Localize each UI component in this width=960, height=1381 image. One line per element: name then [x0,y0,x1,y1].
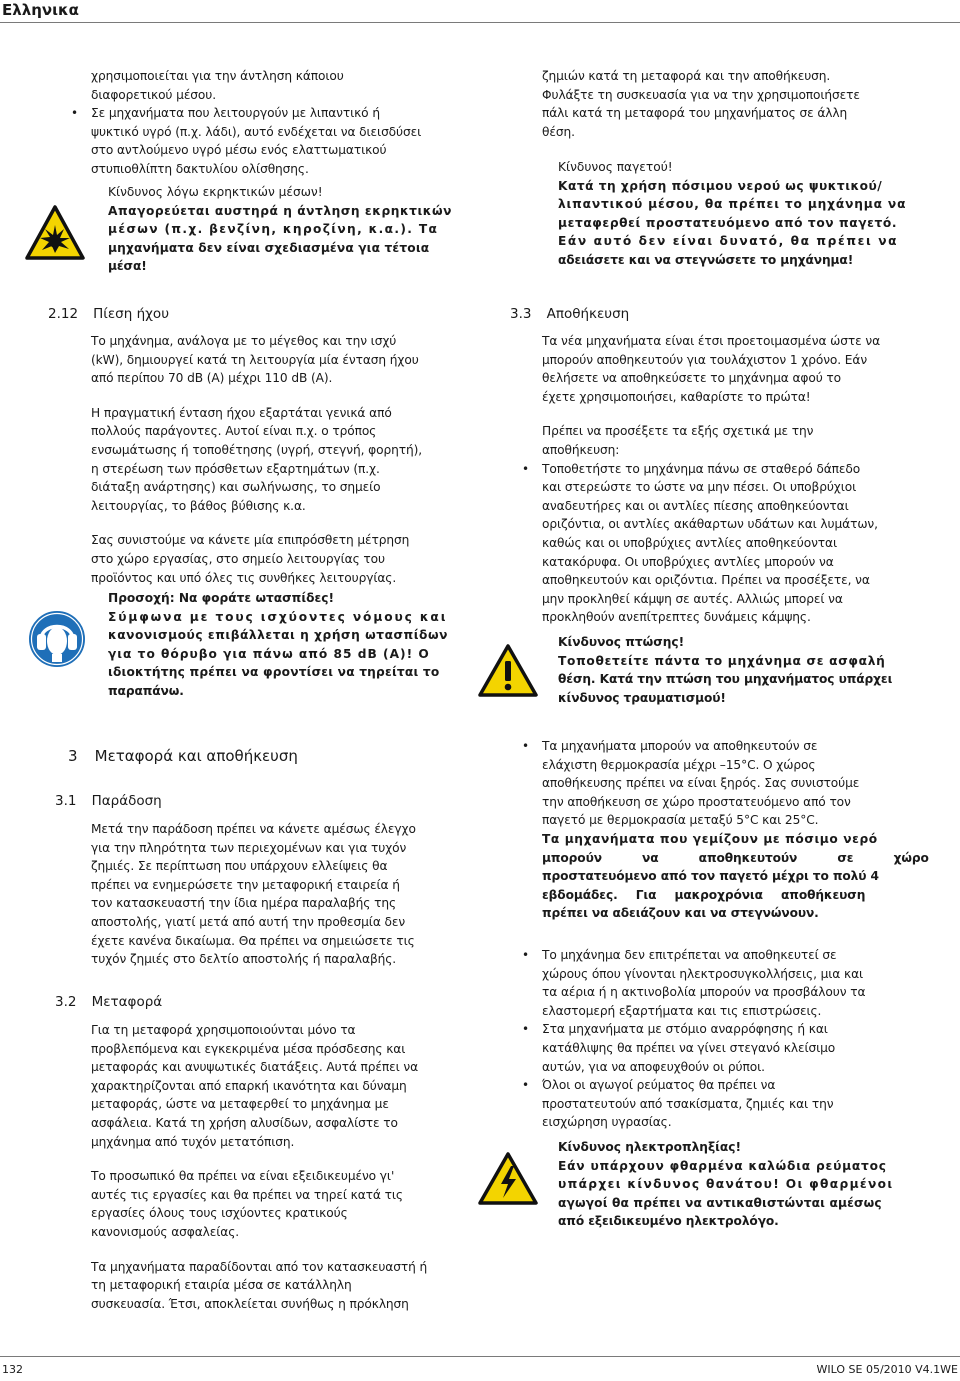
text-line: ελάχιστη θερμοκρασία μέχρι –15°C. Ο χώρος [542,757,816,772]
text-line: οριζόντια, οι αντλίες ακάθαρτων υδάτων και λυμάτων, [542,517,878,532]
chapter-heading-3 [68,746,298,765]
text-line: κατακόρυφα. Οι υποβρύχιες αντλίες μπορούν να [542,554,834,569]
text-line: μεταφοράς και ανυψωτικές διατάξεις. Αυτά πρέπει να [91,1060,419,1075]
section-heading-3-3 [510,303,629,322]
text-line: αυτών, για να αποφευχθούν οι ρύποι. [542,1059,765,1074]
text-line: λειτουργίας, το βάθος βύθισης κ.α. [91,498,306,513]
section-heading-3-2 [55,991,162,1010]
text-line: μπορούν αποθηκευτούν για τουλάχιστον 1 χρόνο. Εάν [542,352,868,367]
text-line: μεταφοράς, ώστε να μεταφερθεί το μηχάνημα με [91,1097,389,1112]
text-line: Πρέπει να προσέξετε τα εξής σχετικά με την [542,424,814,439]
text-line: προστατευτούν από τσακίσματα, ζημιές και την [542,1096,834,1111]
text-line: θέση. [542,124,575,139]
section-body-3-3 [542,332,902,627]
explosive-warning-icon-wrap [25,205,85,261]
text-line: τον κατασκευαστή την ίδια ημέρα παραλαβής της [91,896,397,911]
text-line: μπορούν να αποθηκευτούν σε χώρο [542,850,929,865]
list-item [542,460,902,627]
warning-title: Κίνδυνος πτώσης! [558,635,685,649]
section-body-2-12 [91,332,441,587]
section-body-3-1 [91,820,441,969]
text-line: έχετε χρησιμοποιήσει, καθαρίστε το πρώτα! [542,389,811,404]
bullet-list [542,946,902,1132]
text-line: μεταφερθεί προστατευόμενο από τον παγετό. [558,215,898,230]
section-number: 3.2 [55,994,77,1010]
warning-title: Προσοχή: Να φοράτε ωτασπίδες! [108,591,335,605]
section-number: 2.12 [48,306,79,322]
text-line: προβλεπόμενα και εγκεκριμένα μέσα πρόσδεσης και [91,1041,406,1056]
text-line: • Σε μηχανήματα που λειτουργούν με λιπαντικό ή [91,106,380,121]
list-item [542,1076,902,1132]
section-title: Μεταφορά [91,994,163,1010]
fall-warning [558,633,893,707]
text-line: Το προσωπικό θα πρέπει να είναι εξειδικευμένο γι' [91,1169,395,1184]
text-line: διάταξη ανάρτησης) και σωλήνωσης, το σημείο [91,480,381,495]
text-line: εργασίες όλους τους ισχύοντες κρατικούς [91,1206,348,1221]
text-line: αγωγοί θα πρέπει να αντικαθιστώνται αμέσως [558,1195,882,1210]
text-line: χώρους όπου γίνονται ηλεκτροσυγκολλήσεις, μια και [542,966,864,981]
text-line: στυπιοθλίπτη δακτυλίου ολίσθησης. [91,161,309,176]
text-line: διαφορετικού μέσου. [91,87,217,102]
warning-title: Κίνδυνος παγετού! [558,160,673,174]
text-line: αποθήκευση: [542,442,620,457]
warning-icon-wrap [478,644,538,698]
language-label: Ελληνικα [2,1,79,19]
electric-icon-wrap [478,1152,538,1206]
text-line: • Στα μηχανήματα με στόμιο αναρρόφησης ή και [542,1022,828,1037]
text-line: από περίπου 70 dB (A) μέχρι 110 dB (A). [91,371,333,386]
chapter-title: Μεταφορά και αποθήκευση [94,747,298,765]
section-heading-3-1 [55,790,162,809]
list-item [91,104,441,178]
text-line: για το θόρυβο για πάνω από 85 dB (A)! Ο [108,646,430,661]
text-line: χαρακτηρίζονται από επαρκή ικανότητα και δύναμη [91,1078,407,1093]
text-line: μέσων (π.χ. βενζίνη, κηροζίνη, κ.α.). Τα [108,222,439,237]
text-line: συσκευασία. Έτσι, αποκλείεται συνήθως η πρόκληση [91,1296,409,1311]
text-line: αδειάσετε και να στεγνώσετε το μηχάνημα! [558,252,854,267]
right-top-block [542,67,902,141]
text-line: η στερέωση των πρόσθετων εξαρτημάτων (π.χ. [91,461,380,476]
list-item [542,946,902,1020]
footer-rule [0,1356,960,1357]
text-line: μην προκληθεί κάμψη σε αυτές. Αλλιώς μπορεί να [542,591,843,606]
text-line: και στερεώστε το ώστε να μην πέσει. Οι υποβρύχιοι [542,480,857,495]
left-top-block [91,67,441,179]
ear-protection-warning [108,589,448,701]
section-title: Παράδοση [91,793,162,809]
document-id: WILO SE 05/2010 V4.1WE [816,1363,958,1376]
text-line: • Τα μηχανήματα μπορούν να αποθηκευτούν σε [542,739,818,753]
section-number: 3.3 [510,306,532,322]
text-line: Για τη μεταφορά χρησιμοποιούνται μόνο τα [91,1023,356,1037]
chapter-number: 3 [68,747,78,765]
header-rule [0,22,960,23]
page-number: 132 [2,1363,23,1376]
text-line: Η πραγματική ένταση ήχου εξαρτάται γενικά από [91,405,392,420]
text-line: Τα νέα μηχανήματα είναι έτσι προετοιμασμένα ώστε να [542,334,881,348]
bullet-list [542,737,929,923]
text-line: Κατά τη χρήση πόσιμου νερού ως ψυκτικού/ [558,178,883,193]
text-line: στο αντλούμενο υγρό μέσω ενός ελαττωματικού [91,143,387,158]
text-line: θέση. Κατά την πτώση του μηχανήματος υπάρχει [558,672,893,687]
text-line: αυτές τις εργασίες και θα πρέπει να τηρεί κατά τις [91,1187,403,1202]
text-line: • Το μηχάνημα δεν επιτρέπεται να αποθηκευτεί σε [542,947,837,962]
explosive-warning [108,183,452,276]
text-line: εισχώρηση υγρασίας. [542,1115,672,1130]
text-line: πρέπει να αδειάζουν και να στεγνώνουν. [542,906,819,921]
text-line: παγετό με θερμοκρασία μεταξύ 5°C και 25°C. [542,813,819,828]
text-line: από εξειδικευμένο ηλεκτρολόγο. [558,1214,779,1229]
explosive-hazard-icon [25,205,85,261]
text-line: • Όλοι οι αγωγοί ρεύματος θα πρέπει να [542,1078,776,1093]
text-line: καθώς και οι υποβρύχιες αντλίες αποθηκεύονται [542,535,837,550]
text-line: Τα μηχανήματα που γεμίζουν με πόσιμο νερό [542,831,878,846]
text-line: πρέπει να ενημερώσετε την μεταφορική εταιρεία ή [91,877,400,892]
text-line: ενσωμάτωσης ή τοποθέτησης (υγρή, στεγνή, φορητή), [91,442,423,457]
text-line: κίνδυνος τραυματισμού! [558,690,726,705]
text-line: εβδομάδες. Για μακροχρόνια αποθήκευση [542,887,866,902]
text-line: ψυκτικό υγρό (π.χ. λάδι), αυτό ενδέχεται να διεισδύσει [91,124,422,139]
text-line: ζημιών κατά τη μεταφορά και την αποθήκευση. [542,69,831,83]
text-line: πολλούς παράγοντες. Αυτοί είναι π.χ. ο τρόπος [91,424,377,439]
ear-protection-icon [28,610,86,668]
text-line: προκληθούν ανεπίτρεπτες δυνάμεις κάμψης. [542,610,811,625]
bullet-list [542,460,902,627]
text-line: λιπαντικού μέσου, θα πρέπει το μηχάνημα να [558,197,907,212]
text-line: αποστολής, γιατί μετά από αυτή την προθεσμία δεν [91,914,406,929]
text-line: αποθηκευτούν και οριζόντια. Πρέπει να προσέξετε, να [542,573,870,588]
list-item [542,1020,902,1076]
text-line: την αποθήκευση σε χώρο προστατευόμενο από τον [542,794,851,809]
text-line: υπάρχει κίνδυνος θανάτου! Οι φθαρμένοι [558,1177,894,1192]
text-line: μηχάνημα από τυχόν μετατόπιση. [91,1134,295,1149]
text-line: τα αέρια ή η ακτινοβολία μπορούν να προσβάλουν τα [542,985,866,1000]
text-line: Σας συνιστούμε να κάνετε μία επιπρόσθετη μέτρηση [91,533,410,548]
text-line: μηχανήματα δεν είναι σχεδιασμένα για τέτοια [108,240,430,255]
text-line: παραπάνω. [108,683,184,698]
text-line: κατάθλιψης θα πρέπει να γίνει στεγανό κλείσιμο [542,1040,836,1055]
warning-title: Κίνδυνος ηλεκτροπληξίας! [558,1140,742,1154]
text-line: Το μηχάνημα, ανάλογα με το μέγεθος και την ισχύ [91,334,397,348]
list-item [542,737,929,923]
text-line: Εάν υπάρχουν φθαρμένα καλώδια ρεύματος [558,1158,887,1173]
section-title: Πίεση ήχου [93,306,170,322]
text-line: Εάν αυτό δεν είναι δυνατό, θα πρέπει να [558,234,899,249]
text-line: Φυλάξτε τη συσκευασία για να την χρησιμοποιήσετε [542,87,860,102]
text-line: αναδευτήρες και οι αντλίες πίεσης αποθηκεύονται [542,498,849,513]
general-warning-icon [478,644,538,698]
frost-warning [558,158,907,270]
text-line: (kW), δημιουργεί κατά τη λειτουργία μία ένταση ήχου [91,352,419,367]
text-line: έχετε κανένα δικαίωμα. Θα πρέπει να σημειώσετε τις [91,933,415,948]
text-line: μέσα! [108,259,147,274]
text-line: Μετά την παράδοση πρέπει να κάνετε αμέσως έλεγχο [91,822,416,836]
text-line: τυχόν ζημιές στο δελτίο αποστολής ή παραλαβής. [91,952,397,967]
section-heading-2-12 [48,303,169,322]
electric-warning [558,1138,894,1231]
text-line: ελαστομερή εξαρτήματα και τις επιστρώσεις. [542,1003,822,1018]
text-line: ζημιές. Σε περίπτωση που υπάρχουν ελλείψεις θα [91,859,388,874]
text-line: αποθήκευσης πρέπει να είναι ξηρός. Σας συνιστούμε [542,776,860,791]
text-line: στο χώρο εργασίας, στο σημείο λειτουργίας του [91,551,385,566]
text-line: προϊόντος και υπό όλες τις συνθήκες λειτουργίας. [91,570,397,585]
warning-title: Κίνδυνος λόγω εκρηκτικών μέσων! [108,185,323,199]
text-line: για την πληρότητα των περιεχομένων και για τυχόν [91,840,407,855]
text-line: χρησιμοποιείται για την άντληση κάποιου [91,69,344,83]
text-line: Απαγορεύεται αυστηρά η άντληση εκρηκτικών [108,203,452,218]
page-header [0,0,960,22]
text-line: • Τοποθετήστε το μηχάνημα πάνω σε σταθερό δάπεδο [542,461,861,476]
ear-protection-icon-wrap [28,610,86,668]
text-line: πάλι κατά τη μεταφορά του μηχανήματος σε άλλη [542,106,848,121]
section-title: Αποθήκευση [546,306,630,322]
section-number: 3.1 [55,793,77,809]
section-body-3-2 [91,1021,441,1313]
text-line: Τα μηχανήματα παραδίδονται από τον κατασκευαστή ή [91,1259,428,1274]
storage-bullets [542,737,929,1132]
text-line: θελήσετε να αποθηκεύσετε το μηχάνημα αφού το [542,371,842,386]
text-line: προστατευόμενο από τον παγετό μέχρι το πολύ 4 [542,869,879,884]
text-line: Σύμφωνα με τους ισχύοντες νόμους και [108,609,448,624]
text-line: κανονισμούς ασφαλείας. [91,1224,240,1239]
text-line: ασφάλεια. Κατά τη χρήση αλυσίδων, ασφαλίστε το [91,1115,398,1130]
text-line: Τοποθετείτε πάντα το μηχάνημα σε ασφαλή [558,653,886,668]
electric-hazard-icon [478,1152,538,1206]
text-line: κανονισμούς επιβάλλεται η χρήση ωτασπίδων [108,628,448,643]
bullet-list [91,104,441,178]
text-line: ιδιοκτήτης πρέπει να φροντίσει να τηρείται το [108,665,440,680]
text-line: τη μεταφορική εταιρία μέσα σε κατάλληλη [91,1278,352,1293]
